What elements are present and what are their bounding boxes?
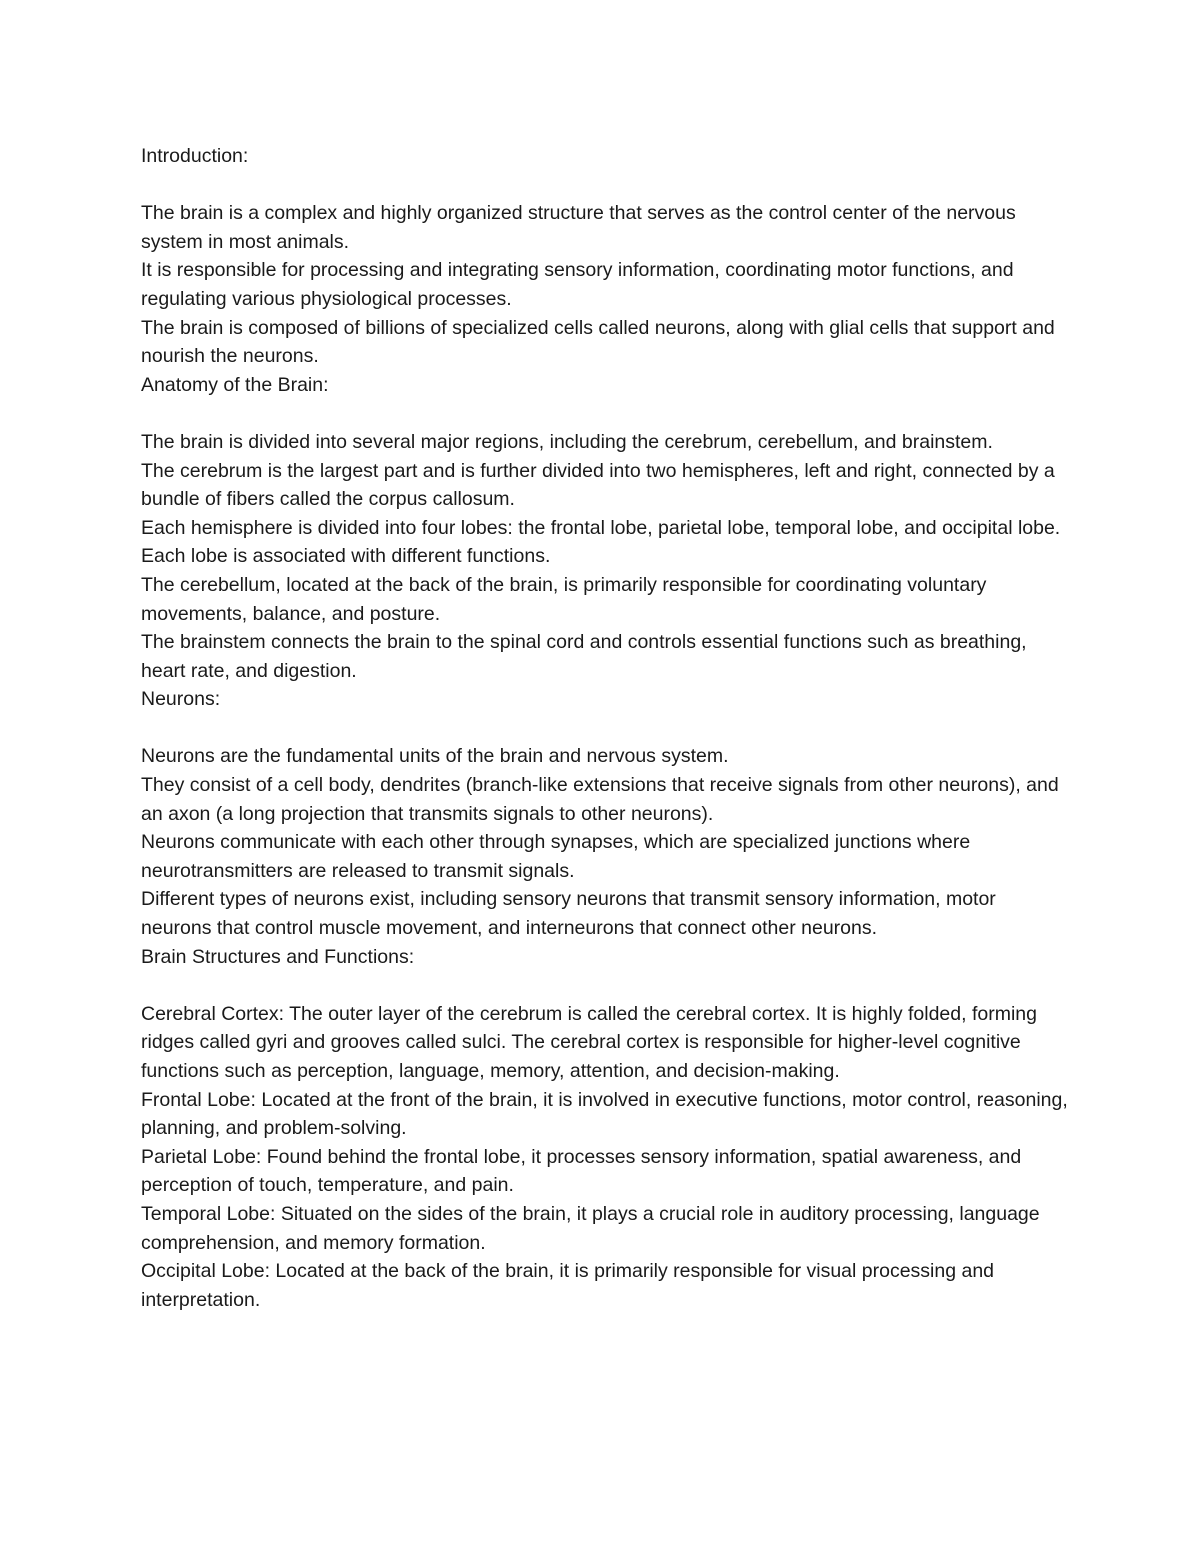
blank-line — [141, 971, 1070, 1000]
paragraph: The brain is a complex and highly organized structure that serves as the control center of the nervous system in most animals. — [141, 202, 1016, 253]
paragraph: Cerebral Cortex: The outer layer of the cerebrum is called the cerebral cortex. It is highly folded, forming ridges called gyri and grooves called sulci. The cerebral cortex is responsible for higher-level cognitive functions such as perception, language, memory, attention, and decision-making. — [141, 1002, 1037, 1082]
paragraph: Different types of neurons exist, including sensory neurons that transmit sensory information, motor neurons that control muscle movement, and interneurons that connect other neurons. — [141, 888, 996, 940]
section-heading-introduction: Introduction: — [141, 145, 249, 167]
paragraph: The brain is composed of billions of specialized cells called neurons, along with glial cells that support and nourish the neurons. — [141, 316, 1055, 368]
section-heading-anatomy: Anatomy of the Brain: — [141, 373, 329, 396]
paragraph: The cerebrum is the largest part and is further divided into two hemispheres, left and right, connected by a bundle of fibers called the corpus callosum. — [141, 459, 1055, 511]
paragraph: Neurons are the fundamental units of the brain and nervous system. — [141, 745, 729, 768]
blank-line — [141, 714, 1070, 743]
paragraph: The cerebellum, located at the back of the brain, is primarily responsible for coordinating voluntary movements, balance, and posture. — [141, 573, 987, 625]
paragraph: Occipital Lobe: Located at the back of the brain, it is primarily responsible for visual processing and interpretation. — [141, 1260, 995, 1311]
paragraph: They consist of a cell body, dendrites (branch-like extensions that receive signals from other neurons), and an axon (a long projection that transmits signals to other neurons). — [141, 774, 1059, 825]
paragraph: It is responsible for processing and integrating sensory information, coordinating motor functions, and regulating various physiological processes. — [141, 259, 1014, 310]
paragraph: Neurons communicate with each other through synapses, which are specialized junctions where neurotransmitters are released to transmit signals. — [141, 831, 971, 882]
blank-line — [141, 171, 1070, 200]
section-heading-neurons: Neurons: — [141, 688, 221, 711]
paragraph: The brainstem connects the brain to the spinal cord and controls essential functions such as breathing, heart rate, and digestion. — [141, 631, 1027, 682]
document-body — [141, 142, 1070, 1314]
section-heading-brain-structures: Brain Structures and Functions: — [141, 945, 415, 968]
paragraph: Temporal Lobe: Situated on the sides of the brain, it plays a crucial role in auditory processing, language comprehension, and memory formation. — [141, 1202, 1040, 1254]
paragraph: The brain is divided into several major regions, including the cerebrum, cerebellum, and brainstem. — [141, 430, 993, 453]
paragraph: Frontal Lobe: Located at the front of the brain, it is involved in executive functions, motor control, reasoning, planning, and problem-solving. — [141, 1088, 1068, 1140]
paragraph: Each hemisphere is divided into four lobes: the frontal lobe, parietal lobe, temporal lobe, and occipital lobe. Each lobe is associated with different functions. — [141, 516, 1061, 568]
paragraph: Parietal Lobe: Found behind the frontal lobe, it processes sensory information, spatial awareness, and perception of touch, temperature, and pain. — [141, 1145, 1022, 1197]
blank-line — [141, 399, 1070, 428]
